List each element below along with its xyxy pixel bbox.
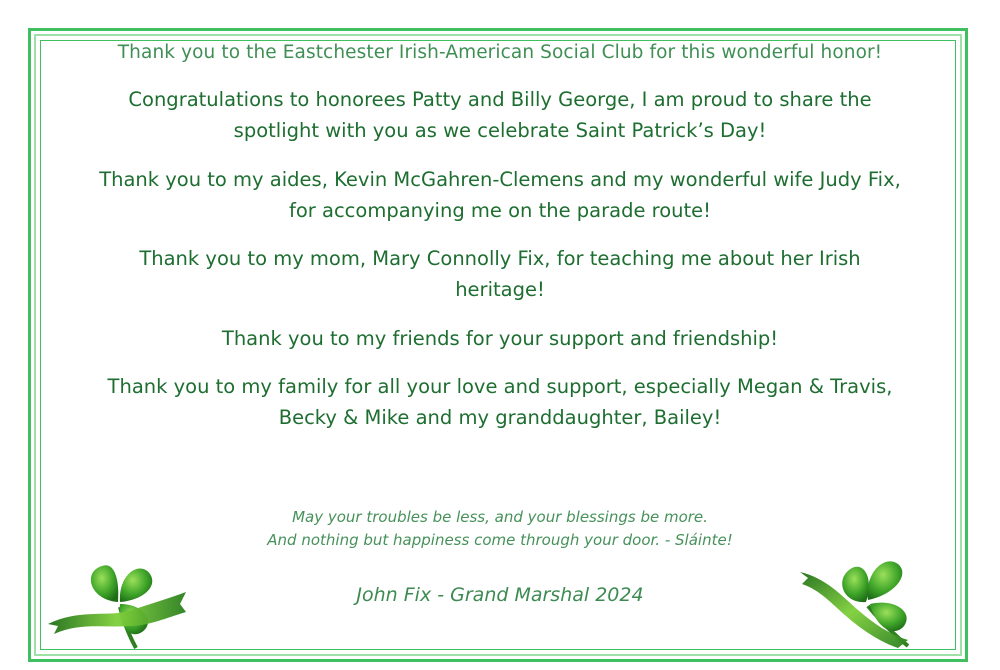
paragraph-line: Thank you to my mom, Mary Connolly Fix, for teaching me about her Irish xyxy=(139,247,861,270)
paragraph-aides xyxy=(34,164,966,226)
intro-line: Thank you to the Eastchester Irish-American Social Club for this wonderful honor! xyxy=(117,42,883,63)
paragraph-line: for accompanying me on the parade route! xyxy=(289,199,711,222)
shamrock-icon-left xyxy=(40,552,190,652)
paragraph-line: Becky & Mike and my granddaughter, Bailey! xyxy=(278,406,722,429)
shamrock-icon-right xyxy=(796,548,926,652)
paragraph-mom xyxy=(34,243,966,305)
irish-blessing xyxy=(34,506,966,552)
paragraph-honorees xyxy=(34,84,966,146)
paragraph-line: spotlight with you as we celebrate Saint Patrick’s Day! xyxy=(233,119,767,142)
thank-you-message xyxy=(34,38,966,433)
signature: John Fix - Grand Marshal 2024 xyxy=(356,584,644,606)
paragraph-line: Congratulations to honorees Patty and Billy George, I am proud to share the xyxy=(128,88,872,111)
paragraph-line: heritage! xyxy=(455,278,545,301)
paragraph-line: Thank you to my family for all your love and support, especially Megan & Travis, xyxy=(107,375,893,398)
paragraph-line: Thank you to my aides, Kevin McGahren-Clemens and my wonderful wife Judy Fix, xyxy=(99,168,901,191)
blessing-line: And nothing but happiness come through your door. - Sláinte! xyxy=(267,531,733,549)
paragraph-line: Thank you to my friends for your support and friendship! xyxy=(221,327,779,350)
blessing-line: May your troubles be less, and your blessings be more. xyxy=(292,508,708,526)
paragraph-friends xyxy=(34,323,966,354)
paragraph-family xyxy=(34,371,966,433)
